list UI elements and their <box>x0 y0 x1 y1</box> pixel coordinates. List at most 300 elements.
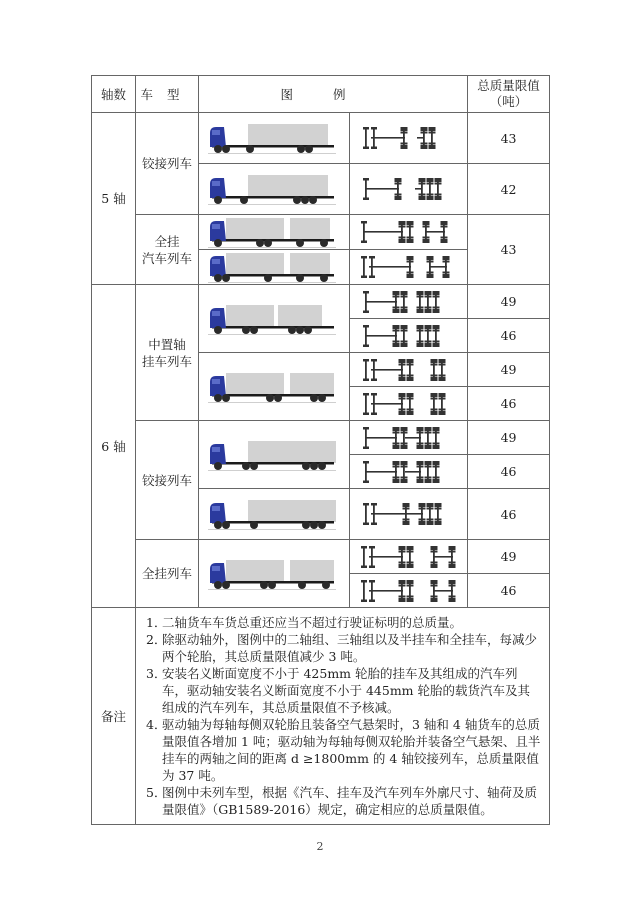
axle-link <box>415 188 421 190</box>
tire-icon <box>369 276 375 279</box>
tire-icon <box>434 194 441 196</box>
tire-icon <box>361 256 367 259</box>
axle-link <box>363 231 403 233</box>
axle-link <box>429 266 447 268</box>
tire-icon <box>369 546 375 549</box>
tire-icon <box>430 595 437 597</box>
cargo-box <box>248 500 336 522</box>
axle-link <box>407 513 423 515</box>
note-item <box>146 631 541 665</box>
tire-icon <box>398 561 405 563</box>
tire-icon <box>371 359 377 362</box>
axle-link <box>371 403 403 405</box>
tire-icon <box>434 183 441 185</box>
tire-icon <box>363 523 369 526</box>
tire-icon <box>430 374 437 376</box>
tire-icon <box>428 132 435 134</box>
tire-icon <box>406 226 413 228</box>
tire-icon <box>400 476 407 478</box>
tire-icon <box>416 431 423 433</box>
tire-icon <box>416 309 423 313</box>
tire-icon <box>398 397 405 399</box>
tire-icon <box>430 363 437 365</box>
tire-icon <box>363 393 369 396</box>
header-limit <box>468 76 550 113</box>
axle-group-5: 5 轴 <box>92 113 136 285</box>
wheel-icon <box>222 145 230 153</box>
tire-icon <box>422 226 429 228</box>
note-text: 二轴货车车货总重还应当不超过行驶证标明的总质量。 <box>162 615 463 630</box>
tire-icon <box>363 325 369 328</box>
tire-icon <box>448 580 455 584</box>
tire-icon <box>426 178 433 182</box>
tire-icon <box>416 445 423 449</box>
tire-icon <box>406 221 413 225</box>
truck-illustration <box>199 540 350 608</box>
tire-icon <box>398 408 405 410</box>
tire-icon <box>400 340 407 342</box>
tire-icon <box>371 393 377 396</box>
tire-icon <box>392 306 399 308</box>
tire-icon <box>416 291 423 295</box>
tire-icon <box>371 523 377 526</box>
axle-shaft <box>365 179 367 199</box>
chassis <box>212 326 334 329</box>
axle-link <box>433 556 453 558</box>
axle-group-6: 6 轴 <box>92 285 136 608</box>
tire-icon <box>363 412 369 415</box>
ground-line <box>208 334 336 335</box>
axle-link <box>405 437 421 439</box>
truck-illustration <box>199 421 350 489</box>
cargo-box <box>226 218 284 240</box>
tire-icon <box>430 561 437 563</box>
axle-link <box>365 188 399 190</box>
axle-diagram <box>350 574 468 608</box>
tire-icon <box>363 378 369 381</box>
truck-svg <box>208 121 340 155</box>
tire-icon <box>392 340 399 342</box>
tire-icon <box>369 580 375 583</box>
wheel-icon <box>296 326 304 334</box>
truck-illustration <box>199 489 350 540</box>
tire-icon <box>392 465 399 467</box>
tire-icon <box>406 363 413 365</box>
tire-icon <box>400 291 407 295</box>
tire-icon <box>418 508 425 510</box>
tire-icon <box>398 584 405 586</box>
tire-icon <box>371 412 377 415</box>
tire-icon <box>416 442 423 444</box>
tire-icon <box>432 442 439 444</box>
axle-shaft <box>365 128 367 148</box>
cab-window <box>212 447 220 452</box>
mass-limit: 46 <box>468 489 550 540</box>
tire-icon <box>440 239 447 243</box>
header-limit-line2: （吨） <box>489 94 528 109</box>
axle-link <box>369 590 403 592</box>
axle-shaft <box>363 581 365 601</box>
axle-svg <box>357 391 461 417</box>
axle-svg <box>357 357 461 383</box>
table-row <box>92 215 550 250</box>
vehicle-type-line: 挂车列车 <box>141 353 192 369</box>
tire-icon <box>402 519 409 521</box>
wheel-icon <box>268 581 276 589</box>
tire-icon <box>430 580 437 584</box>
tire-icon <box>440 221 447 225</box>
tire-icon <box>424 340 431 342</box>
ground-line <box>208 589 336 590</box>
tire-icon <box>400 442 407 444</box>
wheel-icon <box>274 394 282 402</box>
truck-illustration <box>199 215 350 250</box>
tire-icon <box>438 363 445 365</box>
tire-icon <box>418 519 425 521</box>
tire-icon <box>406 237 413 239</box>
tire-icon <box>438 397 445 399</box>
tire-icon <box>424 343 431 347</box>
cargo-box <box>248 124 328 146</box>
tire-icon <box>428 145 435 149</box>
tire-icon <box>432 445 439 449</box>
axle-diagram <box>350 421 468 455</box>
axle-link <box>371 369 403 371</box>
axle-link <box>433 590 453 592</box>
wheel-icon <box>266 394 274 402</box>
axle-shaft <box>365 504 367 524</box>
tire-icon <box>400 343 407 347</box>
tire-icon <box>420 127 427 131</box>
tire-icon <box>361 276 367 279</box>
tire-icon <box>426 521 433 525</box>
tire-icon <box>400 306 407 308</box>
cab-window <box>212 379 220 384</box>
tire-icon <box>371 378 377 381</box>
axle-svg <box>357 176 461 202</box>
notes-row <box>92 608 550 825</box>
wheel-icon <box>222 581 230 589</box>
tire-icon <box>406 397 413 399</box>
tire-icon <box>406 595 413 597</box>
ground-line <box>208 282 336 283</box>
tire-icon <box>398 598 405 602</box>
cargo-box <box>248 441 336 463</box>
tire-icon <box>426 272 433 274</box>
tire-icon <box>392 442 399 444</box>
axle-shaft <box>365 360 367 380</box>
tire-icon <box>406 561 413 563</box>
wheel-icon <box>214 462 222 470</box>
tire-icon <box>406 274 413 278</box>
wheel-icon <box>222 394 230 402</box>
tire-icon <box>406 272 413 274</box>
tire-icon <box>394 196 401 200</box>
axle-link <box>365 471 397 473</box>
chassis <box>212 274 334 277</box>
tire-icon <box>394 183 401 185</box>
tire-icon <box>448 564 455 568</box>
axle-shaft <box>373 360 375 380</box>
tire-icon <box>400 132 407 134</box>
axle-link <box>365 437 397 439</box>
tire-icon <box>398 377 405 381</box>
tire-icon <box>418 196 425 200</box>
axle-diagram <box>350 455 468 489</box>
tire-icon <box>448 550 455 552</box>
tire-icon <box>398 546 405 550</box>
axle-diagram <box>350 215 468 250</box>
vehicle-type-line: 汽车列车 <box>141 250 192 266</box>
tire-icon <box>418 183 425 185</box>
tire-icon <box>406 374 413 376</box>
tire-icon <box>416 325 423 329</box>
tire-icon <box>432 325 439 329</box>
cargo-box <box>226 560 284 582</box>
tire-icon <box>442 256 449 260</box>
tire-icon <box>442 272 449 274</box>
ground-line <box>208 204 336 205</box>
axle-shaft <box>365 462 367 482</box>
tire-icon <box>430 377 437 381</box>
tire-icon <box>416 329 423 331</box>
table-row <box>92 113 550 164</box>
tire-icon <box>398 226 405 228</box>
tire-icon <box>363 461 369 464</box>
header-row <box>92 76 550 113</box>
axle-diagram <box>350 113 468 164</box>
mass-limit: 46 <box>468 387 550 421</box>
tire-icon <box>398 237 405 239</box>
tire-icon <box>392 479 399 483</box>
tire-icon <box>398 393 405 397</box>
axle-shaft <box>365 394 367 414</box>
axle-diagram <box>350 387 468 421</box>
notes-content <box>136 608 550 825</box>
wheel-icon <box>214 581 222 589</box>
tire-icon <box>400 479 407 483</box>
tire-icon <box>363 359 369 362</box>
tire-icon <box>392 427 399 431</box>
tire-icon <box>406 584 413 586</box>
tire-icon <box>392 291 399 295</box>
tire-icon <box>428 127 435 131</box>
tire-icon <box>406 359 413 363</box>
cab-window <box>212 181 220 186</box>
wheel-icon <box>318 462 326 470</box>
note-item <box>146 614 541 631</box>
tire-icon <box>416 340 423 342</box>
tire-icon <box>398 564 405 568</box>
axle-shaft <box>371 581 373 601</box>
vehicle-type: 铰接列车 <box>136 421 199 540</box>
tire-icon <box>424 325 431 329</box>
header-axles: 轴数 <box>92 76 136 113</box>
wheel-icon <box>214 394 222 402</box>
tire-icon <box>424 461 431 465</box>
tire-icon <box>402 503 409 507</box>
axle-svg <box>357 578 461 604</box>
tire-icon <box>426 261 433 263</box>
note-number: 2． <box>146 632 167 647</box>
truck-svg <box>208 497 340 531</box>
ground-line <box>208 402 336 403</box>
tire-icon <box>424 427 431 431</box>
truck-svg <box>208 302 340 336</box>
tire-icon <box>438 408 445 410</box>
tire-icon <box>369 599 375 602</box>
tire-icon <box>422 237 429 239</box>
axle-shaft <box>363 547 365 567</box>
tire-icon <box>361 221 367 224</box>
axle-link <box>417 137 423 139</box>
tire-icon <box>440 237 447 239</box>
tire-icon <box>406 377 413 381</box>
axle-shaft <box>365 326 367 346</box>
tire-icon <box>426 183 433 185</box>
tire-icon <box>430 546 437 550</box>
tire-icon <box>430 359 437 363</box>
tire-icon <box>371 147 377 150</box>
tire-icon <box>448 546 455 550</box>
tire-icon <box>438 377 445 381</box>
note-text: 驱动轴为每轴每侧双轮胎且装备空气悬架时，3 轴和 4 轴货车的总质量限值各增加 1 吨；驱动轴为每轴每侧双轮胎并装备空气悬架、且半挂车的两轴之间的距离 d ≥1800mm 的 4 轴铰接列车，总质量限值为 37 吨。 <box>162 717 541 783</box>
tire-icon <box>392 329 399 331</box>
axle-shaft <box>373 128 375 148</box>
mass-limit: 46 <box>468 319 550 353</box>
note-item <box>146 665 541 716</box>
note-text: 除驱动轴外，图例中的二轴组、三轴组以及半挂车和全挂车，每减少两个轮胎，其总质量限值减少 3 吨。 <box>162 632 538 664</box>
tire-icon <box>416 465 423 467</box>
truck-svg <box>208 250 340 284</box>
tire-icon <box>394 194 401 196</box>
wheel-icon <box>310 462 318 470</box>
tire-icon <box>363 503 369 506</box>
wheel-icon <box>288 326 296 334</box>
tire-icon <box>424 442 431 444</box>
mass-limit: 42 <box>468 164 550 215</box>
tire-icon <box>400 127 407 131</box>
tire-icon <box>398 359 405 363</box>
tire-icon <box>424 309 431 313</box>
mass-limit: 49 <box>468 353 550 387</box>
tire-icon <box>406 261 413 263</box>
tire-icon <box>420 143 427 145</box>
tire-icon <box>406 564 413 568</box>
cab-window <box>212 311 220 316</box>
tire-icon <box>438 411 445 415</box>
axle-diagram <box>350 540 468 574</box>
axle-svg <box>357 289 461 315</box>
ground-line <box>208 247 336 248</box>
tire-icon <box>424 329 431 331</box>
tire-icon <box>430 411 437 415</box>
tire-icon <box>432 306 439 308</box>
tire-icon <box>392 309 399 313</box>
note-number: 1． <box>146 615 167 630</box>
tire-icon <box>432 329 439 331</box>
wheel-icon <box>214 274 222 282</box>
tire-icon <box>418 521 425 525</box>
axle-diagram <box>350 250 468 285</box>
axle-link <box>371 137 405 139</box>
tire-icon <box>448 584 455 586</box>
vehicle-type <box>136 215 199 285</box>
tire-icon <box>392 445 399 449</box>
tire-icon <box>426 256 433 260</box>
wheel-icon <box>250 521 258 529</box>
tire-icon <box>430 564 437 568</box>
tire-icon <box>422 239 429 243</box>
tire-icon <box>398 374 405 376</box>
axle-shaft <box>363 222 365 242</box>
tire-icon <box>363 198 369 201</box>
tire-icon <box>363 446 369 449</box>
tire-icon <box>416 343 423 347</box>
tire-icon <box>400 445 407 449</box>
tire-icon <box>406 546 413 550</box>
wheel-icon <box>318 521 326 529</box>
tire-icon <box>398 411 405 415</box>
axle-diagram <box>350 353 468 387</box>
wheel-icon <box>309 196 317 204</box>
tire-icon <box>392 431 399 433</box>
cab-window <box>212 259 220 264</box>
tire-icon <box>424 476 431 478</box>
tire-icon <box>426 503 433 507</box>
wheel-icon <box>214 145 222 153</box>
axle-svg <box>357 254 461 280</box>
tire-icon <box>424 445 431 449</box>
wheel-icon <box>222 274 230 282</box>
wheel-icon <box>301 196 309 204</box>
note-item <box>146 716 541 784</box>
tire-icon <box>392 295 399 297</box>
header-vehicle-type: 车型 <box>136 76 199 113</box>
tire-icon <box>400 309 407 313</box>
tire-icon <box>398 363 405 365</box>
axle-link <box>371 513 407 515</box>
tire-icon <box>434 178 441 182</box>
tire-icon <box>432 427 439 431</box>
tire-icon <box>361 599 367 602</box>
tire-icon <box>363 178 369 181</box>
tire-icon <box>371 127 377 130</box>
tire-icon <box>416 295 423 297</box>
tire-icon <box>432 309 439 313</box>
axle-diagram <box>350 285 468 319</box>
axle-shaft <box>371 257 373 277</box>
wheel-icon <box>214 326 222 334</box>
cargo-box <box>290 560 334 582</box>
wheel-icon <box>304 326 312 334</box>
tire-icon <box>438 359 445 363</box>
tire-icon <box>406 411 413 415</box>
tire-icon <box>406 408 413 410</box>
tire-icon <box>432 479 439 483</box>
wheel-icon <box>246 145 254 153</box>
wheel-icon <box>298 581 306 589</box>
cab-window <box>212 224 220 229</box>
tire-icon <box>424 291 431 295</box>
tire-icon <box>371 503 377 506</box>
tire-icon <box>363 427 369 430</box>
wheel-icon <box>214 521 222 529</box>
ground-line <box>208 470 336 471</box>
truck-illustration <box>199 164 350 215</box>
cab-window <box>212 130 220 135</box>
tire-icon <box>430 598 437 602</box>
